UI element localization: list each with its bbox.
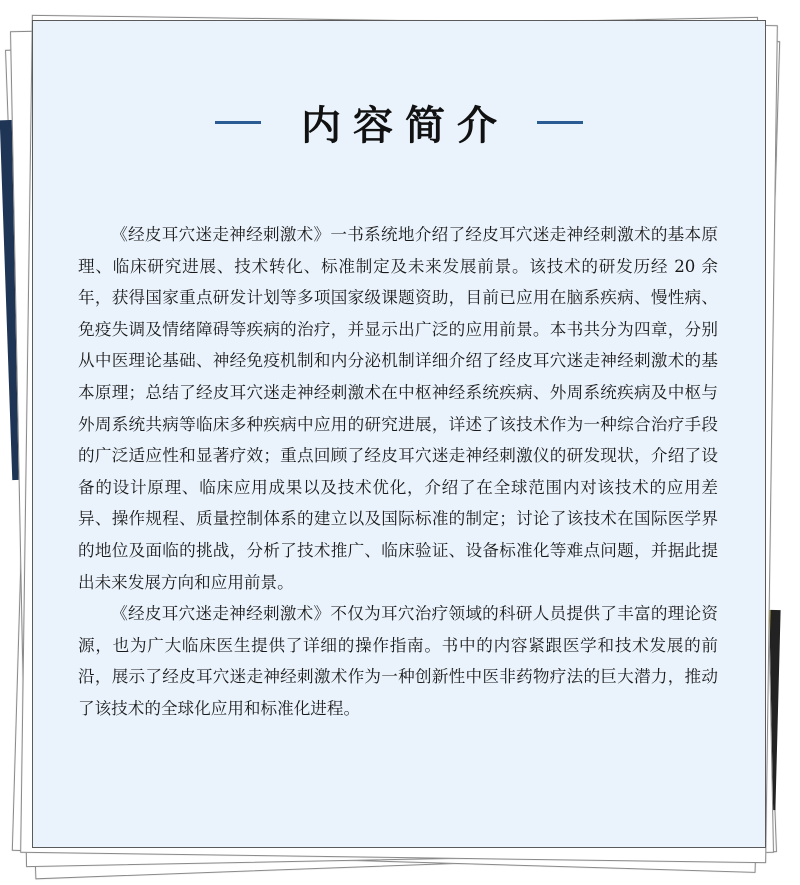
- page-title: 内容简介: [301, 101, 509, 149]
- title-row: [33, 87, 765, 157]
- summary-paragraph-1: 《经皮耳穴迷走神经刺激术》一书系统地介绍了经皮耳穴迷走神经刺激术的基本原理、临床研究进展、技术转化、标准制定及未来发展前景。该技术的研发历经 20 余年，获得国家重点研发计划等多项国家级课题资助，目前已应用在脑系疾病、慢性病、免疫失调及情绪障碍等疾病的治疗，并显示出广泛的应用前景。本书共分为四章，分别从中医理论基础、神经免疫机制和内分泌机制详细介绍了经皮耳穴迷走神经刺激术的基本原理；总结了经皮耳穴迷走神经刺激术在中枢神经系统疾病、外周系统疾病及中枢与外周系统共病等临床多种疾病中应用的研究进展，详述了该技术作为一种综合治疗手段的广泛适应性和显著疗效；重点回顾了经皮耳穴迷走神经刺激仪的研发现状，介绍了设备的设计原理、临床应用成果以及技术优化，介绍了在全球范围内对该技术的应用差异、操作规程、质量控制体系的建立以及国际标准的制定；讨论了该技术在国际医学界的地位及面临的挑战，分析了技术推广、临床验证、设备标准化等难点问题，并据此提出未来发展方向和应用前景。: [78, 225, 718, 592]
- title-rule-right: [537, 121, 583, 124]
- title-rule-left: [215, 121, 261, 124]
- summary-body: [78, 219, 718, 725]
- summary-paragraph-2: 《经皮耳穴迷走神经刺激术》不仅为耳穴治疗领域的科研人员提供了丰富的理论资源，也为广大临床医生提供了详细的操作指南。书中的内容紧跟医学和技术发展的前沿，展示了经皮耳穴迷走神经刺激术作为一种创新性中医非药物疗法的巨大潜力，推动了该技术的全球化应用和标准化进程。: [78, 604, 718, 718]
- content-panel: [32, 20, 766, 848]
